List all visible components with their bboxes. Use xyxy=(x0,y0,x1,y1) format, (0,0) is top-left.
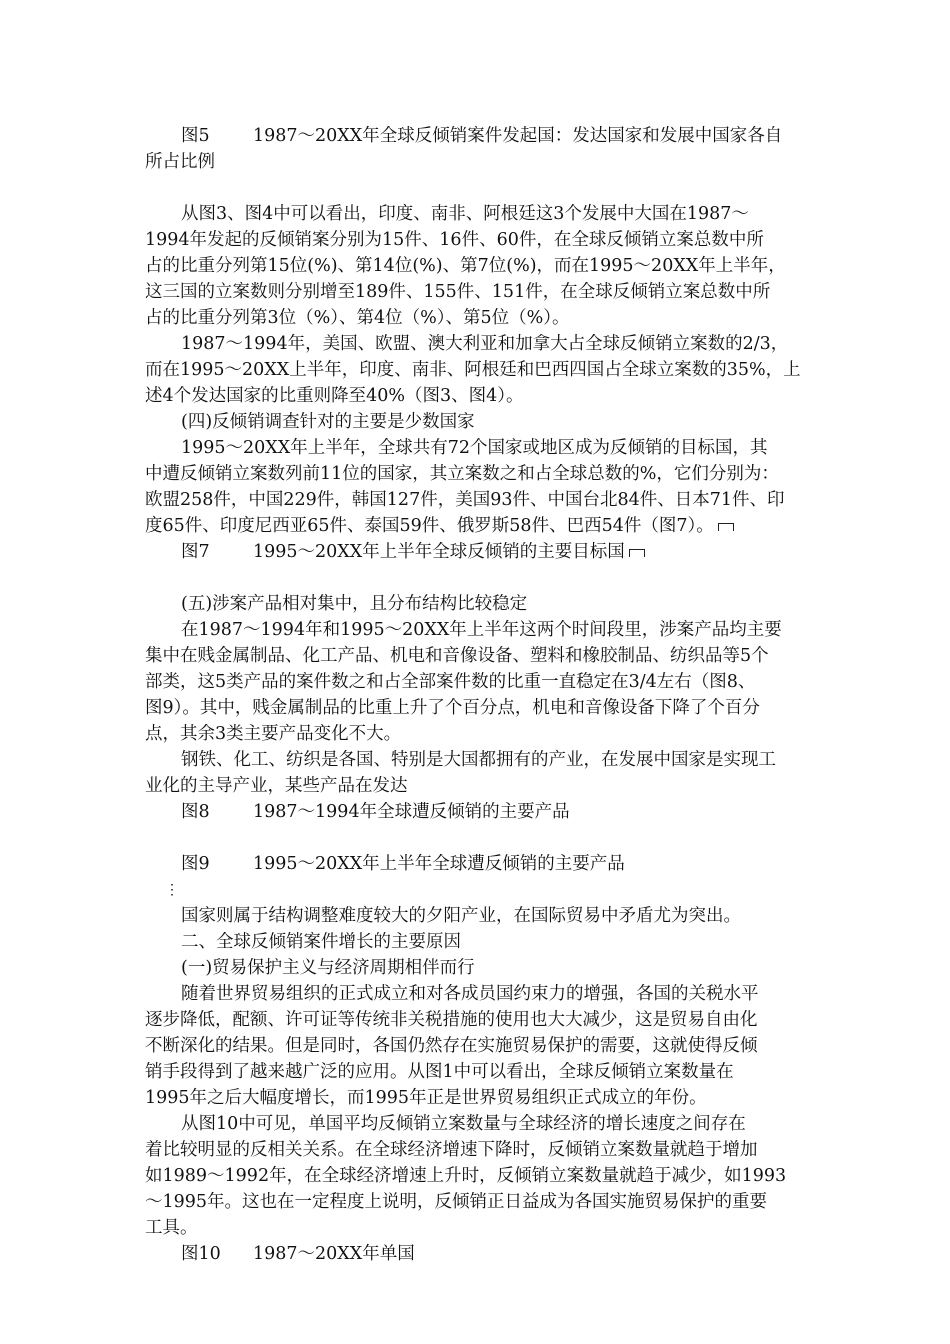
paragraph-1-line-5: 占的比重分列第3位（%）、第4位（%）、第5位（%）。 xyxy=(145,308,570,328)
figure-7-label: 图7 xyxy=(181,542,210,562)
paragraph-4-line-5: 点，其余3类主要产品变化不大。 xyxy=(145,724,402,744)
paragraph-4-line-1: 在1987～1994年和1995～20XX年上半年这两个时间段里，涉案产品均主要 xyxy=(181,620,782,640)
paragraph-4-line-3: 部类，这5类产品的案件数之和占全部案件数的比重一直稳定在3/4左右（图8、 xyxy=(145,672,756,692)
paragraph-6: 国家则属于结构调整难度较大的夕阳产业，在国际贸易中矛盾尤为突出。 xyxy=(181,906,741,926)
paragraph-4-line-2: 集中在贱金属制品、化工产品、机电和音像设备、塑料和橡胶制品、纺织品等5个 xyxy=(145,646,769,666)
document-page xyxy=(145,0,815,1267)
paragraph-8-line-2: 着比较明显的反相关关系。在全球经济增速下降时，反倾销立案数量就趋于增加 xyxy=(145,1140,758,1160)
paragraph-3-line-3: 欧盟258件，中国229件，韩国127件，美国93件、中国台北84件、日本71件、印 xyxy=(145,490,785,510)
paragraph-1-line-1: 从图3、图4中可以看出，印度、南非、阿根廷这3个发展中大国在1987～ xyxy=(181,204,749,224)
figure-7-caption xyxy=(145,539,815,565)
figure-10-caption xyxy=(145,1241,815,1267)
figure-7-title: 1995～20XX年上半年全球反倾销的主要目标国 xyxy=(253,542,625,562)
paragraph-7-line-2: 逐步降低，配额、许可证等传统非关税措施的使用也大大减少，这是贸易自由化 xyxy=(145,1010,758,1030)
paragraph-1-line-2: 1994年发起的反倾销案分别为15件、16件、60件，在全球反倾销立案总数中所 xyxy=(145,230,764,250)
paragraph-7-line-1: 随着世界贸易组织的正式成立和对各成员国约束力的增强，各国的关税水平 xyxy=(181,984,759,1004)
vertical-ellipsis: ⋮ xyxy=(165,882,179,898)
figure-8-title: 1987～1994年全球遭反倾销的主要产品 xyxy=(253,802,570,822)
paragraph-7-line-5: 1995年之后大幅度增长，而1995年正是世界贸易组织正式成立的年份。 xyxy=(145,1088,707,1108)
figure-10-title: 1987～20XX年单国 xyxy=(253,1244,415,1264)
section-heading-4: (四)反倾销调查针对的主要是少数国家 xyxy=(181,412,475,432)
paragraph-8-line-1: 从图10中可见，单国平均反倾销立案数量与全球经济的增长速度之间存在 xyxy=(181,1114,746,1134)
paragraph-1-line-4: 这三国的立案数则分别增至189件、155件、151件，在全球反倾销立案总数中所 xyxy=(145,282,771,302)
figure-5-caption xyxy=(145,123,815,149)
paragraph-8-line-4: ～1995年。这也在一定程度上说明，反倾销正日益成为各国实施贸易保护的重要 xyxy=(145,1192,768,1212)
subsection-1-heading: (一)贸易保护主义与经济周期相伴而行 xyxy=(181,958,475,978)
paragraph-7-line-3: 不断深化的结果。但是同时，各国仍然存在实施贸易保护的需要，这就使得反倾 xyxy=(145,1036,758,1056)
figure-5-label: 图5 xyxy=(181,126,210,146)
section-2-heading: 二、全球反倾销案件增长的主要原因 xyxy=(181,932,461,952)
figure-9-label: 图9 xyxy=(181,854,210,874)
paragraph-5-line-1: 钢铁、化工、纺织是各国、特别是大国都拥有的产业，在发展中国家是实现工 xyxy=(181,750,776,770)
paragraph-2-line-3: 述4个发达国家的比重则降至40%（图3、图4）。 xyxy=(145,386,524,406)
image-anchor-icon xyxy=(629,549,645,557)
paragraph-1-line-3: 占的比重分列第15位(%)、第14位(%)、第7位(%)，而在1995～20XX年上半年， xyxy=(145,256,786,276)
paragraph-4-line-4: 图9）。其中，贱金属制品的比重上升了个百分点，机电和音像设备下降了个百分 xyxy=(145,698,760,718)
paragraph-8-line-3: 如1989～1992年，在全球经济增速上升时，反倾销立案数量就趋于减少，如1993 xyxy=(145,1166,787,1186)
paragraph-2-line-1: 1987～1994年，美国、欧盟、澳大利亚和加拿大占全球反倾销立案数的2/3， xyxy=(181,334,789,354)
figure-5-title-line1: 1987～20XX年全球反倾销案件发起国：发达国家和发展中国家各自 xyxy=(253,126,783,146)
figure-9-caption xyxy=(145,851,815,877)
figure-8-label: 图8 xyxy=(181,802,210,822)
paragraph-3-line-1: 1995～20XX年上半年，全球共有72个国家或地区成为反倾销的目标国，其 xyxy=(181,438,768,458)
figure-10-label: 图10 xyxy=(181,1244,221,1264)
paragraph-5-line-2: 业化的主导产业，某些产品在发达 xyxy=(145,776,408,796)
paragraph-2-line-2: 而在1995～20XX上半年，印度、南非、阿根廷和巴西四国占全球立案数的35%，上 xyxy=(145,360,801,380)
paragraph-3-line-4-text: 度65件、印度尼西亚65件、泰国59件、俄罗斯58件、巴西54件（图7）。 xyxy=(145,516,714,536)
paragraph-7-line-4: 销手段得到了越来越广泛的应用。从图1中可以看出，全球反倾销立案数量在 xyxy=(145,1062,734,1082)
paragraph-3-line-4 xyxy=(145,513,815,539)
figure-9-title: 1995～20XX年上半年全球遭反倾销的主要产品 xyxy=(253,854,625,874)
figure-8-caption xyxy=(145,799,815,825)
figure-5-title-line2: 所占比例 xyxy=(145,152,215,172)
paragraph-3-line-2: 中遭反倾销立案数列前11位的国家，其立案数之和占全球总数的%，它们分别为： xyxy=(145,464,779,484)
section-heading-5: (五)涉案产品相对集中，且分布结构比较稳定 xyxy=(181,594,528,614)
paragraph-8-line-5: 工具。 xyxy=(145,1218,198,1238)
image-anchor-icon xyxy=(718,523,734,531)
